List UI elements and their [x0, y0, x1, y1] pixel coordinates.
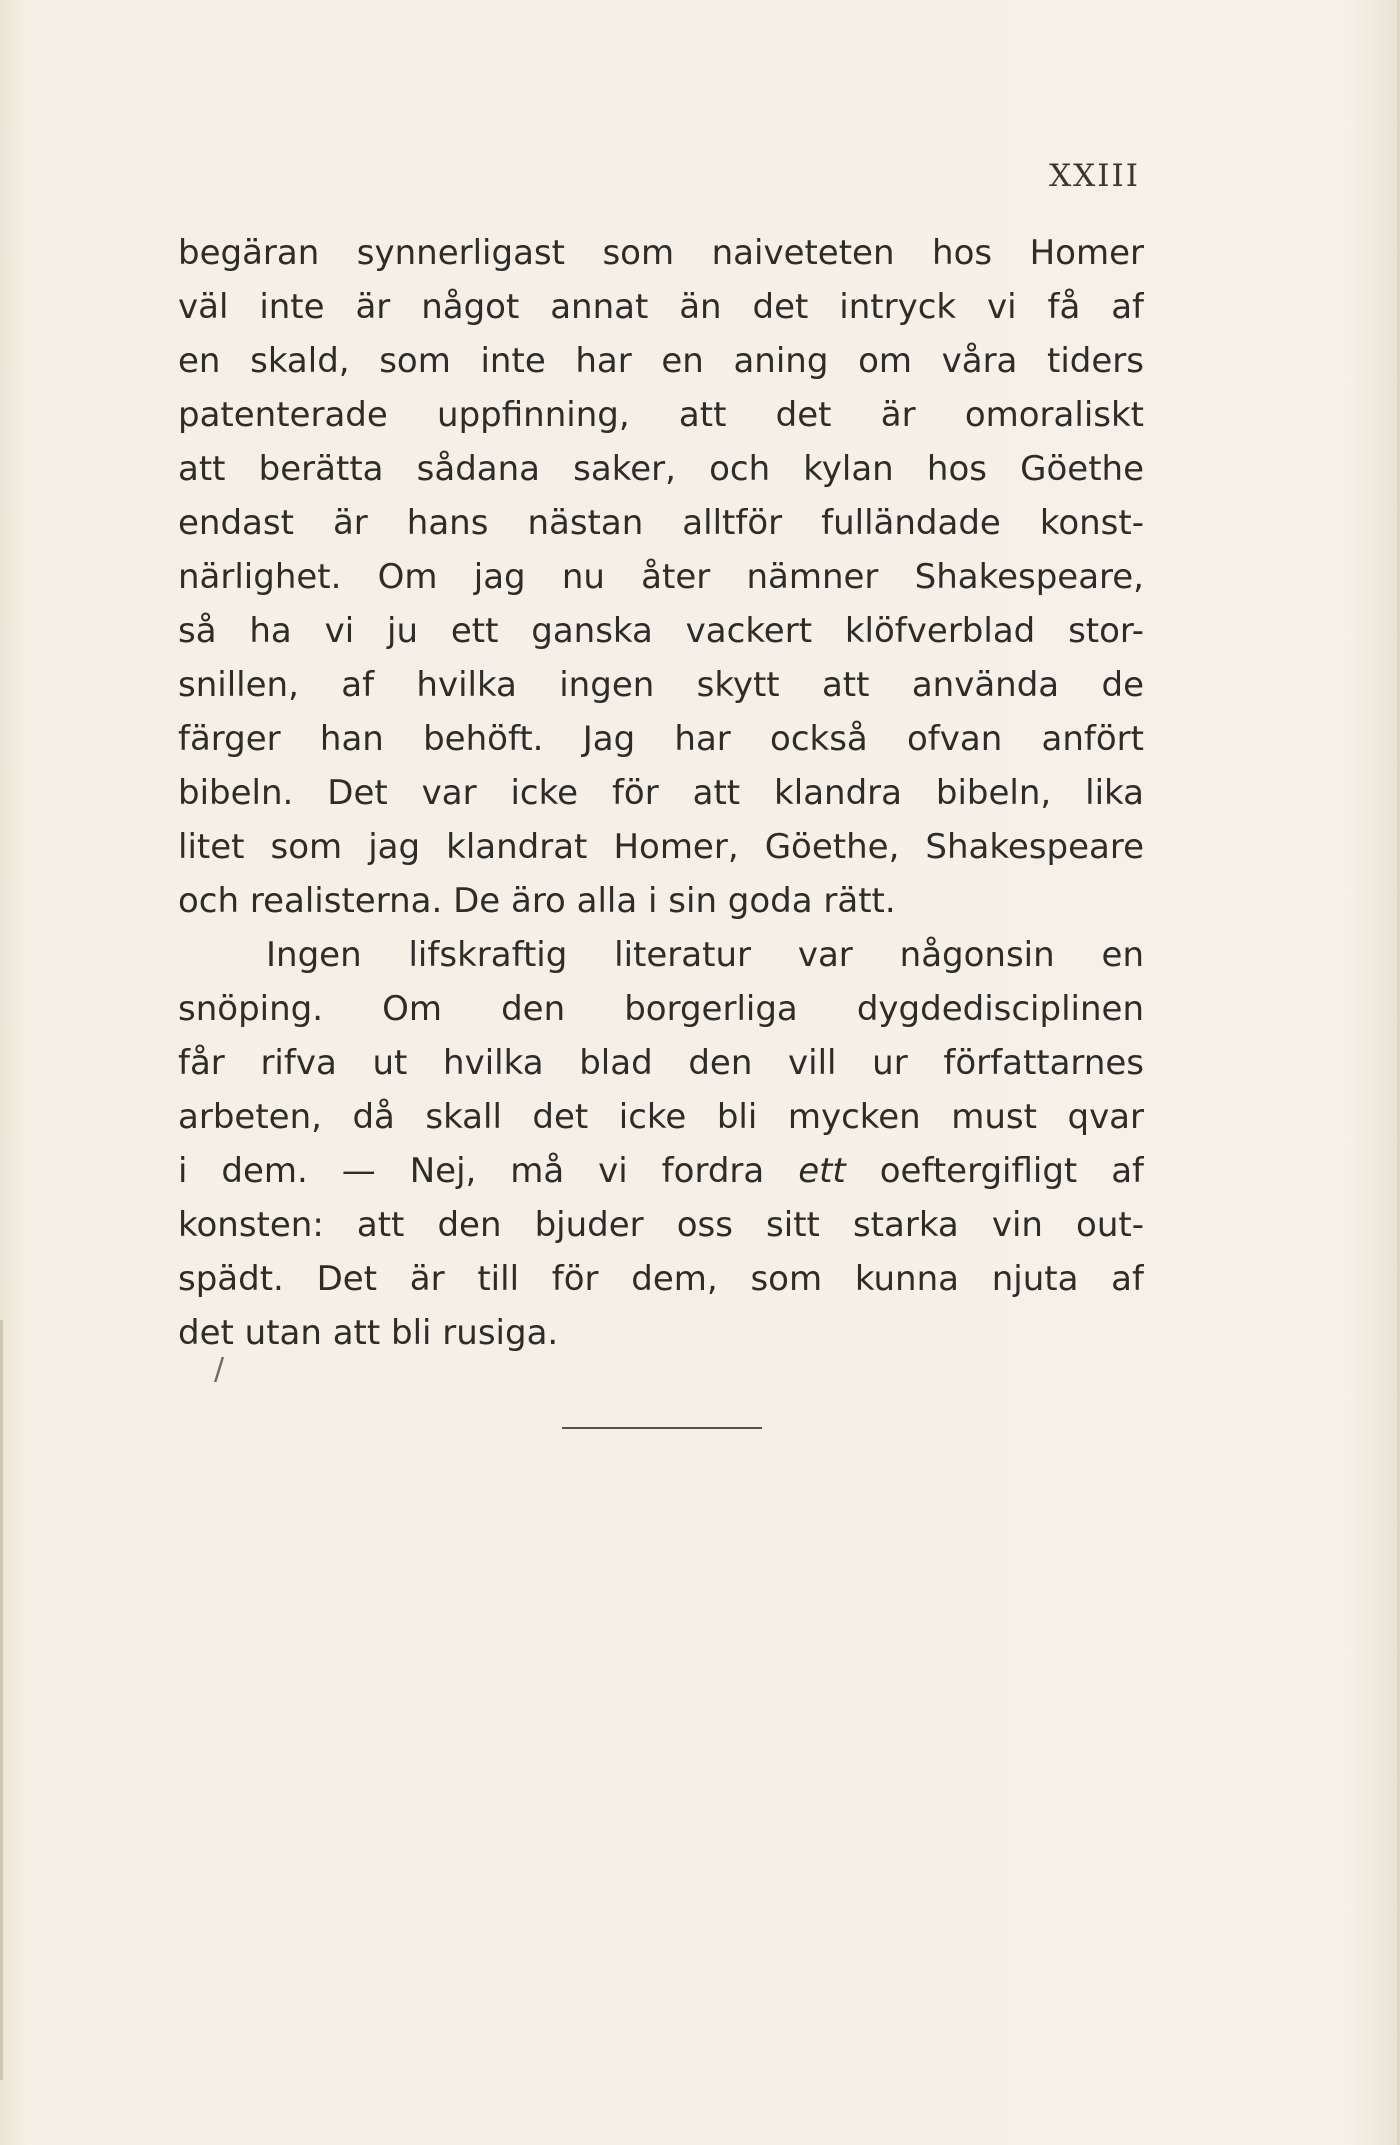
text-line: arbeten, då skall det icke bli mycken must qvar — [178, 1097, 1144, 1137]
text-segment: i dem. — Nej, må vi fordra — [178, 1151, 799, 1191]
text-line: väl inte är något annat än det intryck vi få af — [178, 287, 1144, 327]
stray-mark: / — [214, 1352, 225, 1387]
text-line: att berätta sådana saker, och kylan hos Göethe — [178, 449, 1144, 489]
text-line: snöping. Om den borgerliga dygdedisciplinen — [178, 989, 1144, 1029]
text-line: och realisterna. De äro alla i sin goda rätt. — [178, 881, 896, 921]
text-line: snillen, af hvilka ingen skytt att använda de — [178, 665, 1144, 705]
section-end-rule — [562, 1427, 762, 1429]
text-line: så ha vi ju ett ganska vackert klöfverblad stor- — [178, 611, 1144, 651]
text-line-indented: Ingen lifskraftig literatur var någonsin en — [266, 935, 1144, 975]
text-line: en skald, som inte har en aning om våra tiders — [178, 341, 1144, 381]
page-number: XXIII — [1049, 158, 1140, 194]
text-line — [178, 1144, 1144, 1198]
emphasized-word: ett — [798, 1151, 846, 1191]
text-line: spädt. Det är till för dem, som kunna njuta af — [178, 1259, 1144, 1299]
text-line: närlighet. Om jag nu åter nämner Shakespeare, — [178, 557, 1144, 597]
text-line: konsten: att den bjuder oss sitt starka vin out- — [178, 1205, 1144, 1245]
text-line: endast är hans nästan alltför fulländade konst- — [178, 503, 1144, 543]
page-left-edge — [0, 1320, 3, 2080]
text-line: får rifva ut hvilka blad den vill ur författarnes — [178, 1043, 1144, 1083]
text-line: litet som jag klandrat Homer, Göethe, Shakespeare — [178, 827, 1144, 867]
text-line: begäran synnerligast som naiveteten hos Homer — [178, 233, 1144, 273]
text-line: färger han behöft. Jag har också ofvan anfört — [178, 719, 1144, 759]
text-line: det utan att bli rusiga. — [178, 1313, 559, 1353]
text-segment: oeftergifligt af — [845, 1151, 1144, 1191]
text-line: bibeln. Det var icke för att klandra bibeln, lika — [178, 773, 1144, 813]
body-text — [178, 226, 1144, 1360]
text-line: patenterade uppfinning, att det är omoraliskt — [178, 395, 1144, 435]
